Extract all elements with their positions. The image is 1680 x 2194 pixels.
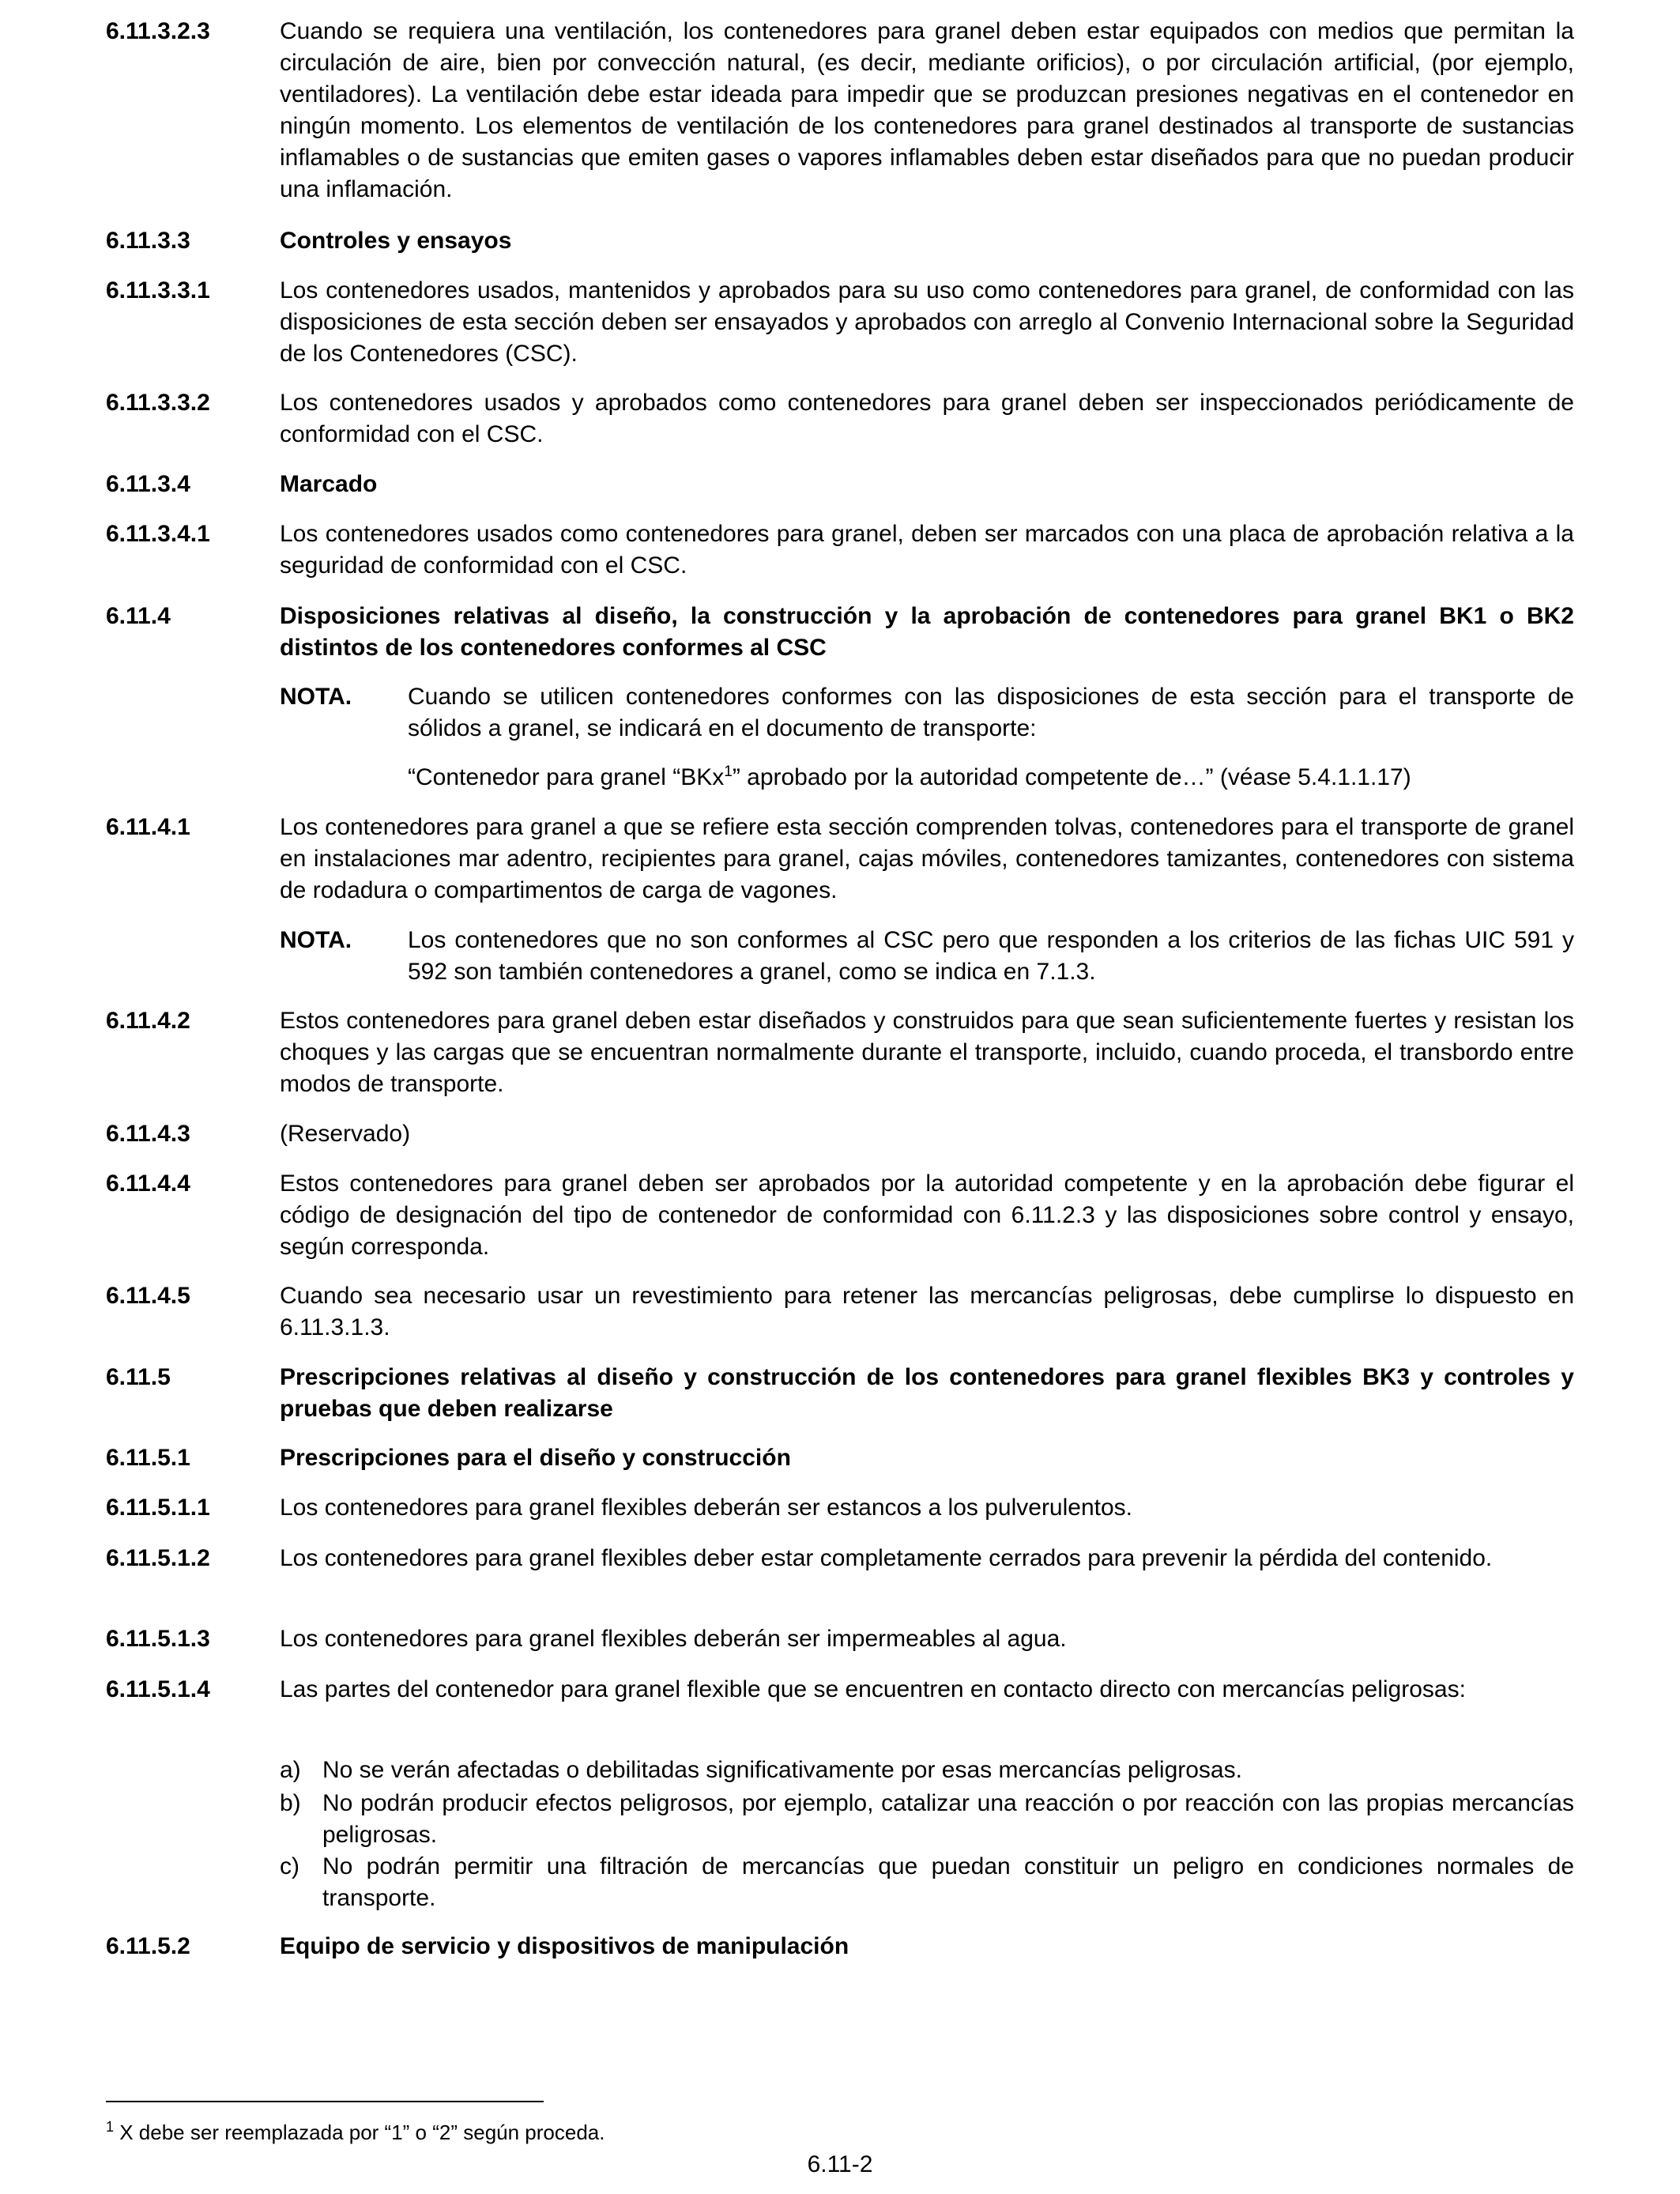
- section-number: 6.11.3.3: [106, 228, 190, 254]
- note-text: Los contenedores que no son conformes al CSC pero que responden a los criterios de las fichas UIC 591 y 592 son también contenedores a granel, como se indica en 7.1.3.: [408, 927, 1574, 985]
- section-number: 6.11.5: [106, 1364, 171, 1390]
- section-heading: Disposiciones relativas al diseño, la construcción y la aprobación de contenedores para granel BK1 o BK2 distintos de los contenedores conformes al CSC: [280, 603, 1574, 661]
- section-text: Los contenedores para granel flexibles deberán ser estancos a los pulverulentos.: [280, 1495, 1133, 1521]
- section-text: Los contenedores usados y aprobados como contenedores para granel deben ser inspeccionados periódicamente de conformidad con el CSC.: [280, 390, 1574, 447]
- section-number: 6.11.5.1.4: [106, 1676, 210, 1702]
- footnote: [106, 2119, 1291, 2146]
- footnote-divider: [106, 2101, 544, 2102]
- list-item-text: No podrán producir efectos peligrosos, por ejemplo, catalizar una reacción o por reacción con las propias mercancías peligrosas.: [322, 1790, 1574, 1848]
- section-text: Los contenedores para granel flexibles deberán ser impermeables al agua.: [280, 1626, 1067, 1652]
- section-number: 6.11.4.1: [106, 814, 190, 840]
- quote-text: [408, 762, 1574, 794]
- section-heading: Equipo de servicio y dispositivos de manipulación: [280, 1933, 849, 1959]
- section-number: 6.11.4: [106, 603, 171, 629]
- section-number: 6.11.4.4: [106, 1171, 190, 1197]
- section-number: 6.11.3.4.1: [106, 521, 210, 547]
- section-text: Los contenedores para granel flexibles deber estar completamente cerrados para prevenir la pérdida del contenido.: [280, 1545, 1493, 1571]
- section-number: 6.11.5.1.2: [106, 1545, 210, 1571]
- footnote-text: X debe ser reemplazada por “1” o “2” según proceda.: [114, 2120, 605, 2144]
- note-label: NOTA.: [280, 684, 352, 710]
- list-item-text: No podrán permitir una filtración de mercancías que puedan constituir un peligro en condiciones normales de transporte.: [322, 1853, 1574, 1911]
- note-text: Cuando se utilicen contenedores conformes con las disposiciones de esta sección para el transporte de sólidos a granel, se indicará en el documento de transporte:: [408, 684, 1574, 741]
- section-text: Los contenedores para granel a que se refiere esta sección comprenden tolvas, contenedores para el transporte de granel en instalaciones mar adentro, recipientes para granel, cajas móviles, contenedores tamizantes, contenedores con sistema de rodadura o compartimentos de carga de vagones.: [280, 814, 1574, 903]
- section-text: Estos contenedores para granel deben ser aprobados por la autoridad competente y en la aprobación debe figurar el código de designación del tipo de contenedor de conformidad con 6.11.2.3 y las disposiciones sobre control y ensayo, según corresponda.: [280, 1171, 1574, 1260]
- section-heading: Prescripciones relativas al diseño y construcción de los contenedores para granel flexibles BK3 y controles y pruebas que deben realizarse: [280, 1364, 1574, 1422]
- section-number: 6.11.5.2: [106, 1933, 190, 1959]
- section-text: Cuando se requiera una ventilación, los contenedores para granel deben estar equipados con medios que permitan la circulación de aire, bien por convección natural, (es decir, mediante orificios), o por circulación artificial, (por ejemplo, ventiladores). La ventilación debe estar ideada para impedir que se produzcan presiones negativas en el contenedor en ningún momento. Los elementos de ventilación de los contenedores para granel destinados al transporte de sustancias inflamables o de sustancias que emiten gases o vapores inflamables deben estar diseñados para que no puedan producir una inflamación.: [280, 18, 1574, 202]
- section-heading: Marcado: [280, 471, 378, 497]
- quote-text-start: “Contenedor para granel “BKx: [408, 764, 725, 790]
- section-text: Estos contenedores para granel deben estar diseñados y construidos para que sean suficientemente fuertes y resistan los choques y las cargas que se encuentran normalmente durante el transporte, incluido, cuando proceda, el transbordo entre modos de transporte.: [280, 1008, 1574, 1097]
- section-number: 6.11.3.4: [106, 471, 190, 497]
- footnote-mark: 1: [106, 2119, 115, 2135]
- section-number: 6.11.4.2: [106, 1008, 190, 1034]
- section-number: 6.11.4.3: [106, 1121, 190, 1147]
- section-text: (Reservado): [280, 1121, 411, 1147]
- section-text: Las partes del contenedor para granel flexible que se encuentren en contacto directo con mercancías peligrosas:: [280, 1676, 1466, 1702]
- footnote-reference: 1: [724, 763, 733, 780]
- section-number: 6.11.3.2.3: [106, 18, 210, 44]
- quote-text-end: ” aprobado por la autoridad competente de…” (véase 5.4.1.1.17): [732, 764, 1411, 790]
- page-number: 6.11-2: [807, 2151, 873, 2177]
- note-label: NOTA.: [280, 927, 352, 953]
- section-number: 6.11.5.1.1: [106, 1495, 210, 1521]
- section-number: 6.11.3.3.2: [106, 390, 210, 416]
- list-item-label: b): [280, 1790, 301, 1816]
- section-number: 6.11.4.5: [106, 1283, 190, 1309]
- section-text: Los contenedores usados como contenedores para granel, deben ser marcados con una placa de aprobación relativa a la seguridad de conformidad con el CSC.: [280, 521, 1574, 579]
- list-item-label: c): [280, 1853, 299, 1879]
- section-number: 6.11.3.3.1: [106, 277, 210, 303]
- section-number: 6.11.5.1.3: [106, 1626, 210, 1652]
- section-number: 6.11.5.1: [106, 1445, 190, 1471]
- section-heading: Prescripciones para el diseño y construcción: [280, 1445, 791, 1471]
- list-item-text: No se verán afectadas o debilitadas significativamente por esas mercancías peligrosas.: [322, 1757, 1242, 1783]
- section-text: Los contenedores usados, mantenidos y aprobados para su uso como contenedores para granel, de conformidad con las disposiciones de esta sección deben ser ensayados y aprobados con arreglo al Convenio Internacional sobre la Seguridad de los Contenedores (CSC).: [280, 277, 1574, 367]
- section-text: Cuando sea necesario usar un revestimiento para retener las mercancías peligrosas, debe cumplirse lo dispuesto en 6.11.3.1.3.: [280, 1283, 1574, 1340]
- list-item-label: a): [280, 1757, 301, 1783]
- section-heading: Controles y ensayos: [280, 228, 512, 254]
